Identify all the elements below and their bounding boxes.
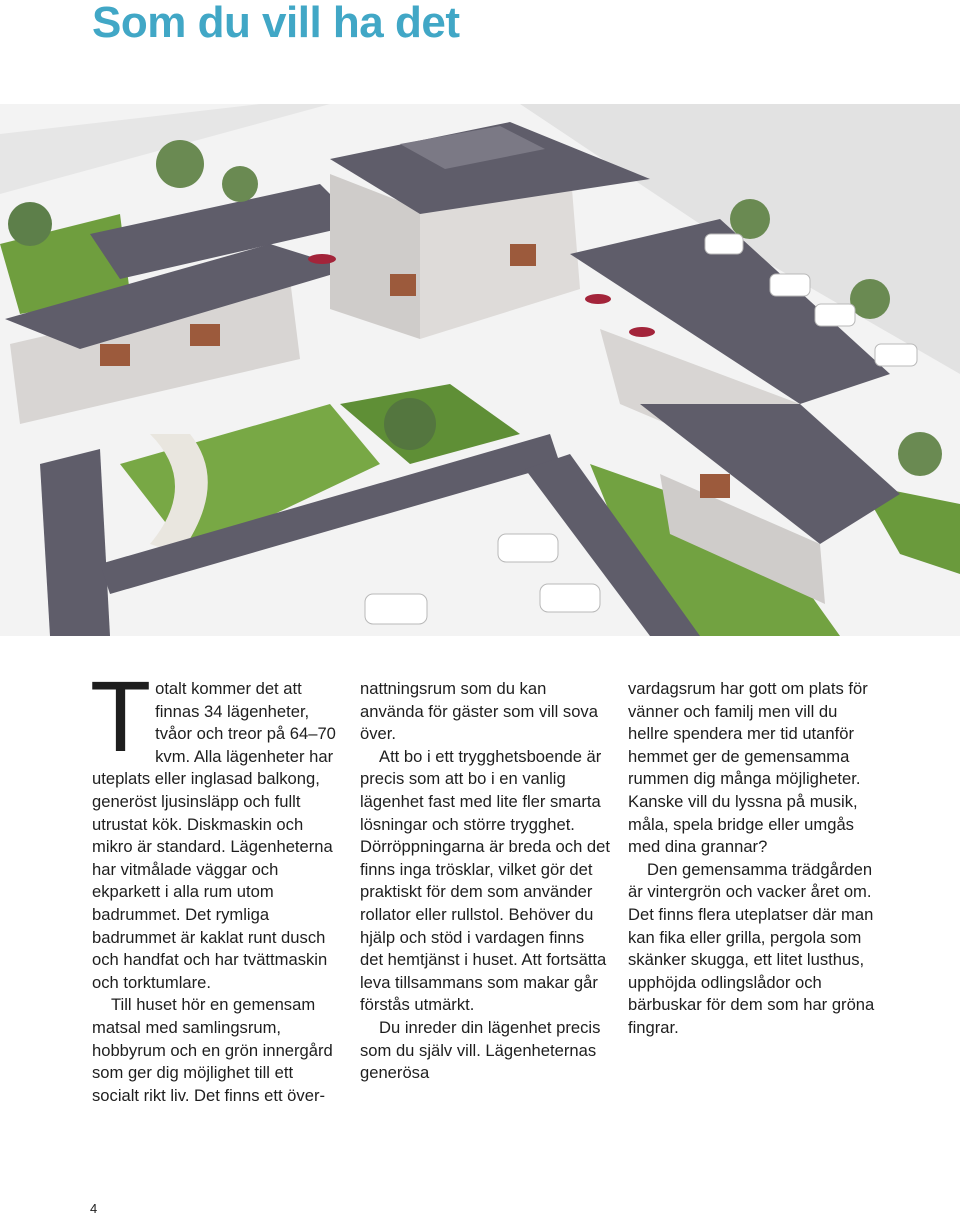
balcony [390,274,416,296]
balcony [700,474,730,498]
paragraph-3: Att bo i ett trygghetsboende är precis som att bo i en vanlig lägenhet fast med lite fler smarta lösningar och större trygghet. Dörröppningarna är breda och det finns inga trösklar, vilket gör det praktiskt för dem som använder rollator eller rullstol. Behöver du hjälp och stöd i vardagen finns det hemtjänst i huset. Att fortsätta leva tillsammans som makar går förstås utmärkt. [360,746,610,1015]
car [875,344,917,366]
parasol [629,327,655,337]
car [770,274,810,296]
text-column-3 [628,678,878,1040]
balcony [100,344,130,366]
text-column-1 [90,661,342,1107]
tree [156,140,204,188]
paragraph-2-end: nattningsrum som du kan använda för gäster som vill sova över. [360,679,598,744]
dropcap: T [90,661,152,773]
paragraph-4-end: vardagsrum har gott om plats för vänner och familj men vill du hellre spendera mer tid utanför hemmet ger de gemensamma rummen dig många möjligheter. Kanske vill du lyssna på musik, måla, spela bridge eller umgås med dina grannar? [628,679,868,857]
parasol [308,254,336,264]
car [540,584,600,612]
car [815,304,855,326]
text-column-2 [360,678,610,1085]
bottom-left-roof [40,449,110,636]
building-illustration [0,104,960,636]
paragraph-4-start: Du inreder din lägenhet precis som du själv vill. Lägenheternas generösa [360,1017,601,1083]
page-number: 4 [90,1201,98,1216]
tree [850,279,890,319]
parasol [585,294,611,304]
paragraph-2-start: Till huset hör en gemensam matsal med samlingsrum, hobbyrum och en grön innergård som ger dig möjlighet till ett socialt rikt liv. Det finns ett över- [92,995,333,1105]
car [365,594,427,624]
page-title: Som du vill ha det [92,0,460,47]
car [498,534,558,562]
paragraph-5: Den gemensamma trädgården är vintergrön och vacker året om. Det finns flera uteplatser där man kan fika eller grilla, pergola som skänker skugga, ett litet lusthus, upphöjda odlingslådor och bärbuskar för dem som har gröna fingrar. [628,859,875,1037]
balcony [510,244,536,266]
tree [8,202,52,246]
tree [384,398,436,450]
tree [730,199,770,239]
tree [222,166,258,202]
paragraph-1-start: otalt kommer det att finnas 34 lägenheter, tvåor och treor på 64–70 kvm. Alla lägenheter har uteplats eller inglasad balkong, generöst ljusinsläpp och fullt utrustat kök. Diskmaskin och mikro är standard. Lägenheterna har vitmålade väggar och ekparkett i alla rum utom badrummet. Det rymliga badrummet är kaklat runt dusch och handfat och har tvättmaskin och torktumlare. [92,679,336,992]
car [705,234,743,254]
balcony [190,324,220,346]
tree [898,432,942,476]
